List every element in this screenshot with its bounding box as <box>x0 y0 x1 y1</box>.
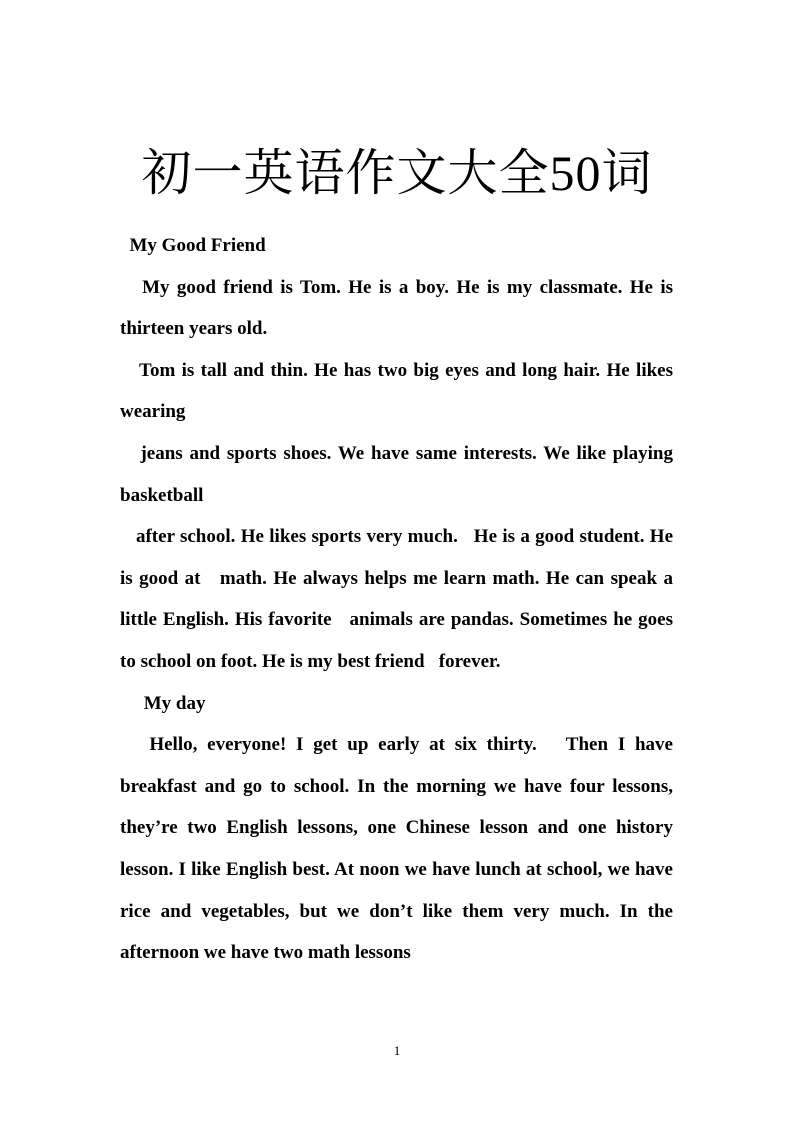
paragraph: after school. He likes sports very much. He is a good student. He is good at math. He always helps me learn math. He can speak a little English. His favorite animals are pandas. Sometimes he goes to school on foot. He is my best friend forever. <box>120 526 678 672</box>
document-title: 初一英语作文大全50词 <box>141 145 653 201</box>
section-heading-my-good-friend: My Good Friend <box>120 235 266 256</box>
paragraph: My good friend is Tom. He is a boy. He is my classmate. He is thirteen years old. <box>120 276 678 340</box>
paragraph: Tom is tall and thin. He has two big eyes and long hair. He likes wearing <box>120 359 678 423</box>
page-number: 1 <box>393 1043 401 1058</box>
document-body <box>120 225 678 974</box>
paragraph: jeans and sports shoes. We have same interests. We like playing basketball <box>120 442 678 506</box>
section-heading-my-day: My day <box>120 692 206 714</box>
paragraph: Hello, everyone! I get up early at six thirty. Then I have breakfast and go to school. In the morning we have four lessons, they’re two English lessons, one Chinese lesson and one history lesson. I like English best. At noon we have lunch at school, we have rice and vegetables, but we don’t like them very much. In the afternoon we have two math lessons <box>120 734 678 964</box>
